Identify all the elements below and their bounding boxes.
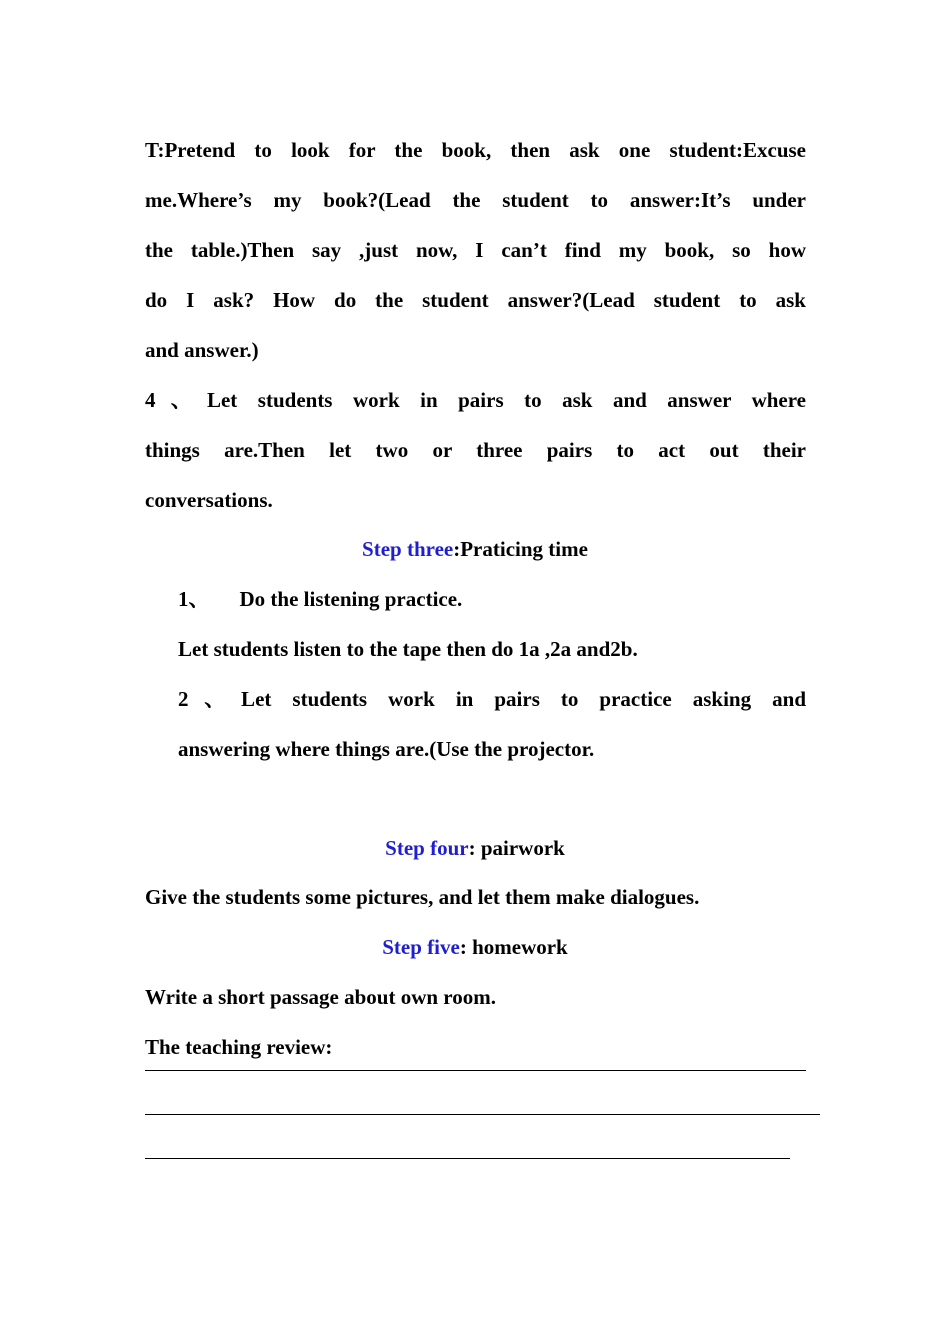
review-line-2 [145,1114,820,1115]
step-three-label: Step three [362,537,454,561]
step-five-text: Write a short passage about own room. [145,985,496,1009]
paragraph1-line3: the table.)Then say ,just now, I can’t find my book, so how [145,238,806,262]
step-three-item2-line2: answering where things are.(Use the projector. [178,737,595,761]
step-five-heading [0,932,950,962]
step-three-item1-number: 1、 [178,587,210,611]
review-label: The teaching review: [145,1035,333,1059]
step-three-item1-detail: Let students listen to the tape then do 1a ,2a and2b. [178,637,638,661]
step-four-label: Step four [385,836,469,860]
step-three-item2-line1: 2、Let students work in pairs to practice asking and [178,687,806,711]
step-four-title: : pairwork [468,836,565,860]
step-three-item1-text: Do the listening practice. [239,587,463,611]
step-three-title: :Praticing time [453,537,588,561]
paragraph1-line4: do I ask? How do the student answer?(Lead student to ask [145,288,806,312]
paragraph1-line2: me.Where’s my book?(Lead the student to answer:It’s under [145,188,806,212]
step-five-title: : homework [459,935,568,959]
paragraph1-line5: and answer.) [145,338,259,362]
paragraph1-line1: T:Pretend to look for the book, then ask one student:Excuse [145,138,806,162]
paragraph2-line2: things are.Then let two or three pairs to act out their [145,438,806,462]
paragraph2-line1: 4、Let students work in pairs to ask and answer where [145,388,806,412]
review-line-3 [145,1158,790,1159]
step-three-item1 [178,584,806,614]
paragraph2-line3: conversations. [145,488,273,512]
step-five-label: Step five [382,935,460,959]
step-three-heading [0,534,950,564]
step-four-text: Give the students some pictures, and let them make dialogues. [145,885,700,909]
step-four-heading [0,833,950,863]
review-line-1 [145,1070,806,1071]
